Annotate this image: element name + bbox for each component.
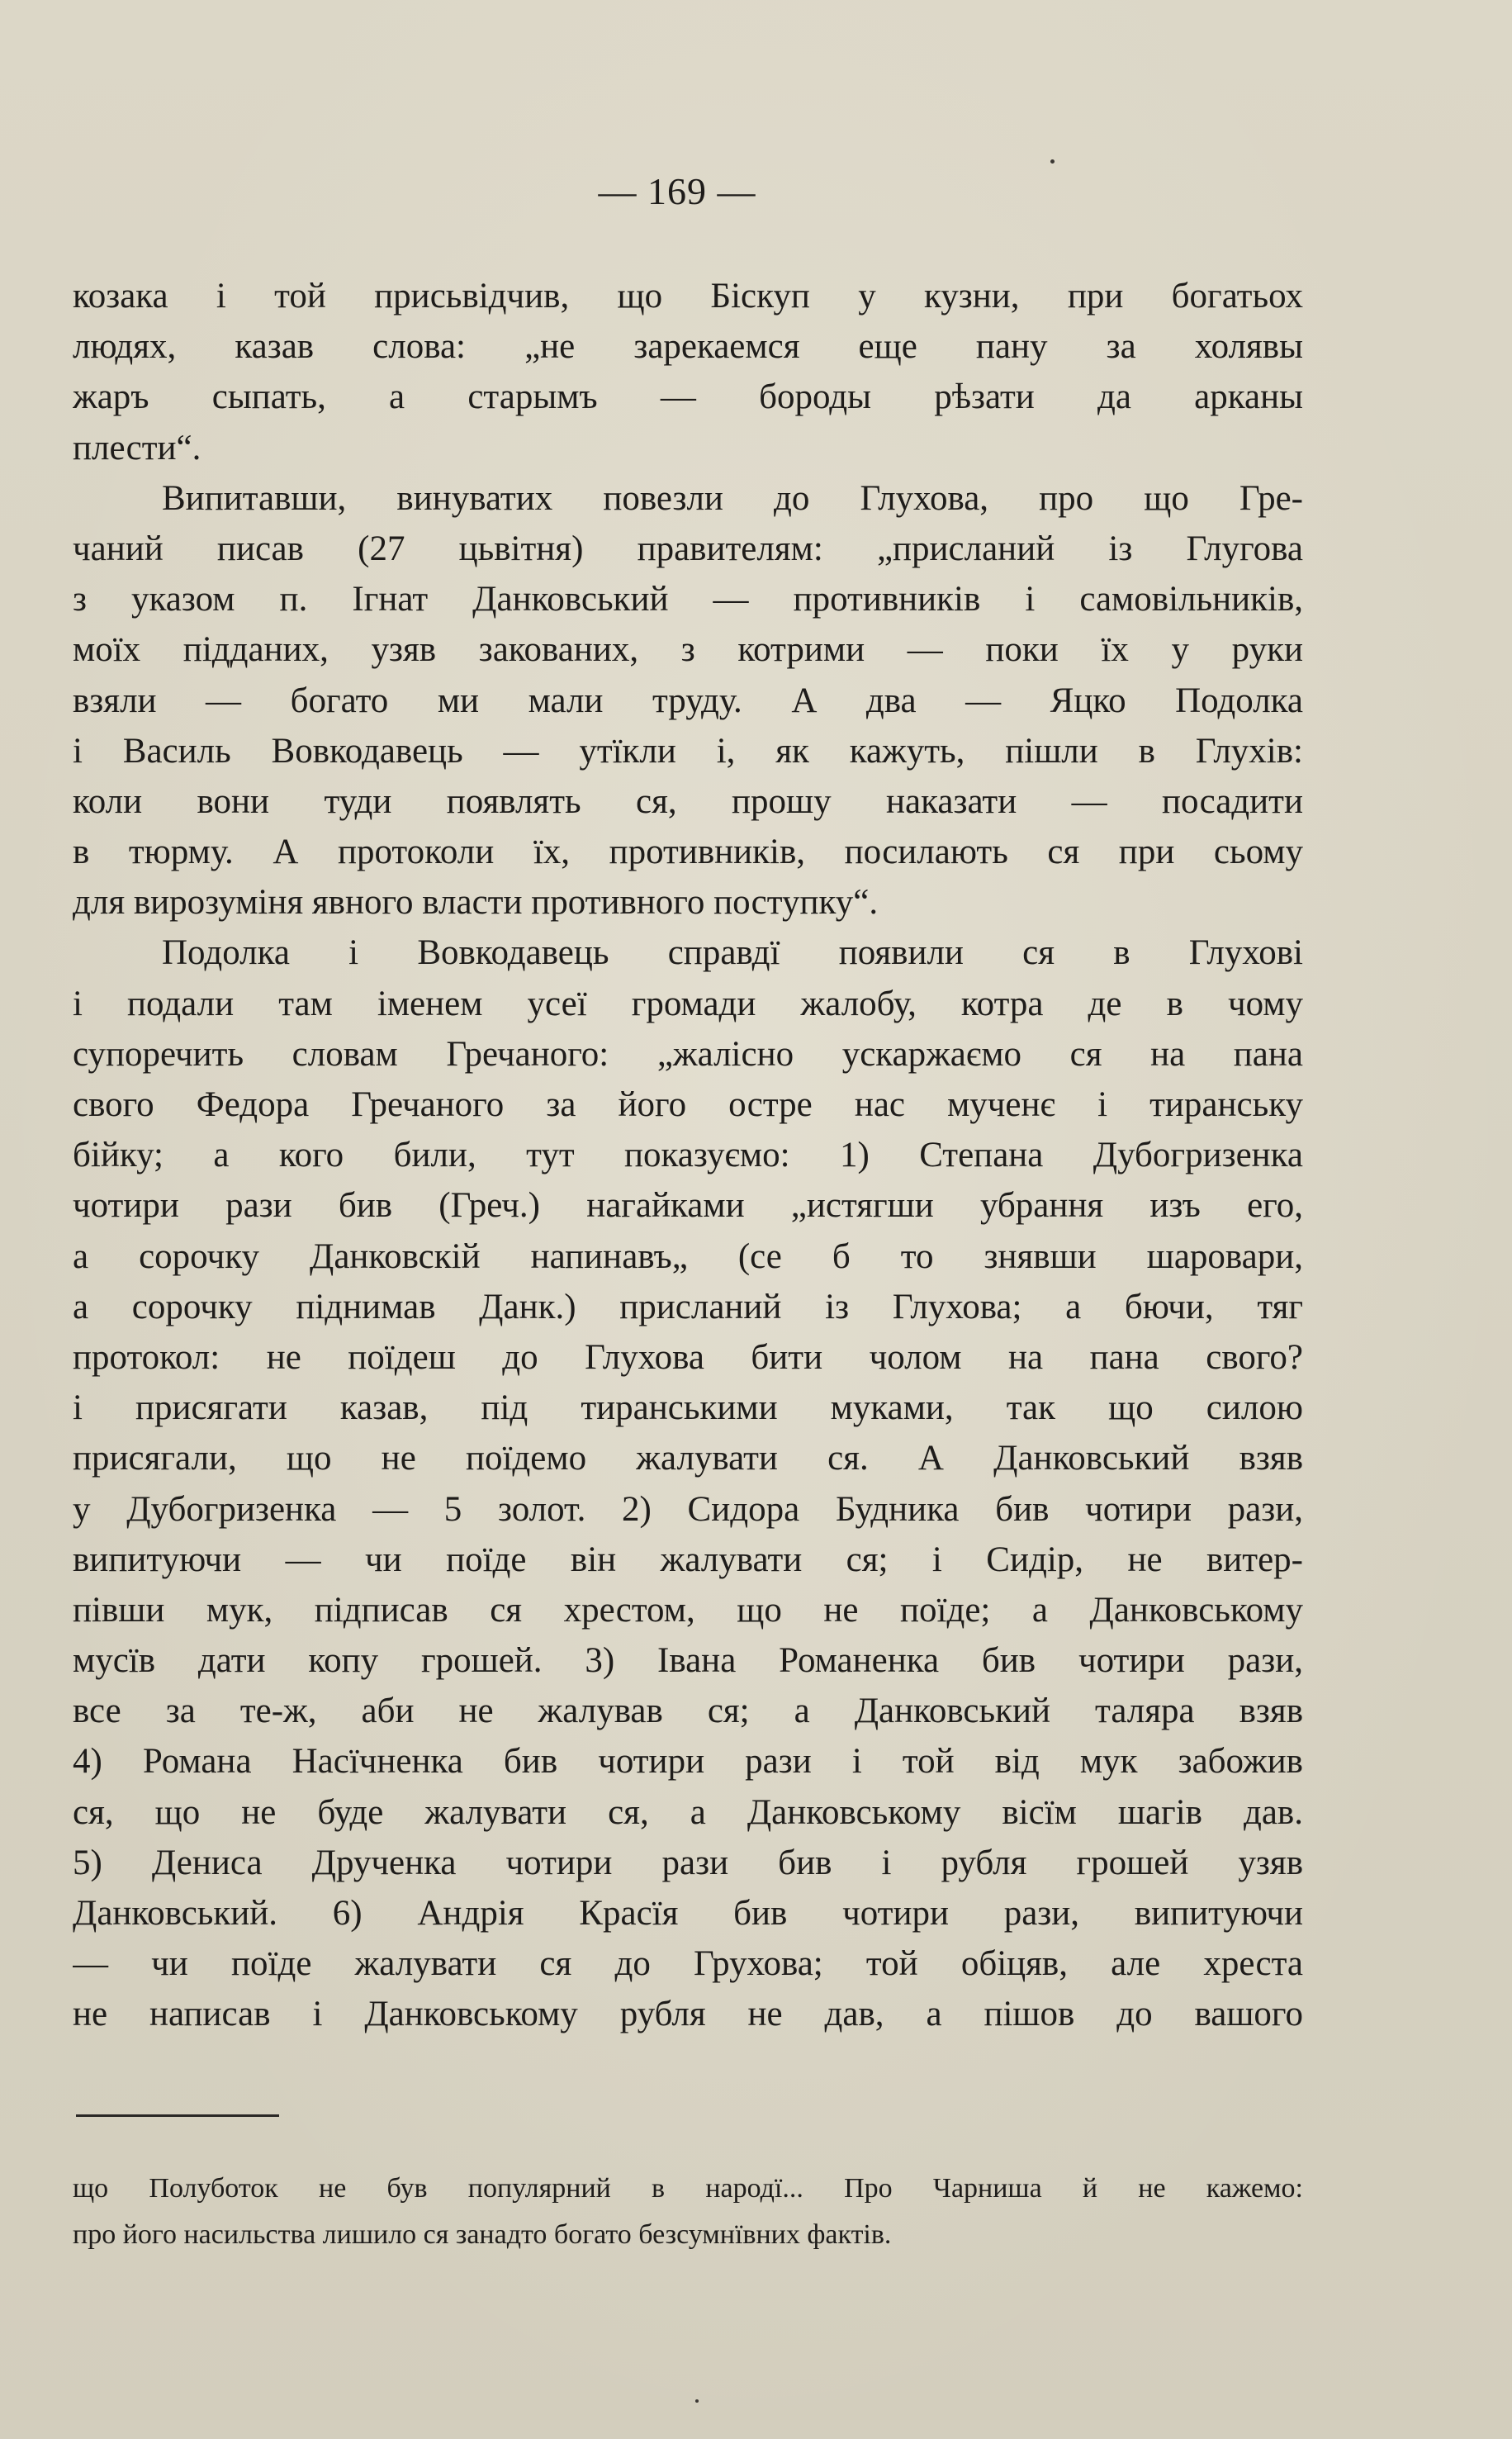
paper-speck [695,2399,699,2403]
text-line: в тюрму. А протоколи їх, противників, посилають ся при сьому [73,833,1303,872]
text-line: чотири рази бив (Греч.) нагайками „истягши убрання изъ его, [73,1186,1303,1226]
text-line: взяли — богато ми мали труду. А два — Яцко Подолка [73,681,1303,720]
text-line: бійку; а кого били, тут показуємо: 1) Степана Дубогризенка [73,1136,1303,1175]
text-line: супоречить словам Гречаного: „жалісно ускаржаємо ся на пана [73,1034,1303,1074]
footnote [73,2166,1303,2258]
page-number: — 169 — [598,170,756,212]
text-line: 5) Дениса Друченка чотири рази бив і рубля грошей узяв [73,1843,1303,1882]
text-line: і присягати казав, під тиранськими муками, так що силою [73,1388,1303,1428]
paragraph-2 [73,473,1303,928]
text-line: мусїв дати копу грошей. 3) Івана Романенка бив чотири рази, [73,1641,1303,1681]
text-line: і подали там іменем усеї громади жалобу, котра де в чому [73,984,1303,1023]
text-line: все за те-ж, аби не жалував ся; а Данковський таляра взяв [73,1692,1303,1731]
text-line: присягали, що не поїдемо жалувати ся. А Данковський взяв [73,1439,1303,1478]
text-line: а сорочку Данковскій напинавъ„ (се б то знявши шаровари, [73,1236,1303,1276]
body-text [73,271,1303,2040]
footnote-separator [76,2114,279,2117]
text-line: випитуючи — чи поїде він жалувати ся; і Сидір, не витер- [73,1540,1303,1579]
footnote-line: про його насильства лишило ся занадто богато безсумнївних фактів. [73,2219,892,2250]
text-line: з указом п. Ігнат Данковський — противників і самовільників, [73,580,1303,619]
text-line: у Дубогризенка — 5 золот. 2) Сидора Будника бив чотири рази, [73,1489,1303,1529]
text-line: не написав і Данковському рубля не дав, а пішов до вашого [73,1995,1303,2034]
text-line: моїх підданих, узяв закованих, з котрими — поки їх у руки [73,630,1303,670]
text-line: коли вони туди появлять ся, прошу наказати — посадити [73,781,1303,821]
paragraph-3 [73,928,1303,2039]
text-line: а сорочку піднимав Данк.) присланий із Глухова; а бючи, тяг [73,1287,1303,1326]
text-line: півши мук, підписав ся хрестом, що не поїде; а Данковському [73,1590,1303,1630]
text-line: протокол: не поїдеш до Глухова бити чолом на пана свого? [73,1337,1303,1377]
text-line: — чи поїде жалувати ся до Грухова; той обіцяв, але хреста [73,1944,1303,1984]
text-line: для вирозуміня явного власти противного поступку“. [73,883,879,923]
text-line: ся, що не буде жалувати ся, а Данковському вісїм шагів дав. [73,1792,1303,1832]
paper-speck [1050,159,1055,164]
text-line: 4) Романа Насїчненка бив чотири рази і той від мук забожив [73,1742,1303,1782]
text-line: свого Федора Гречаного за його остре нас мученє і тиранську [73,1085,1303,1124]
text-line: Випитавши, винуватих повезли до Глухова, про що Гре- [162,478,1303,518]
text-line: козака і той присьвідчив, що Біскуп у кузни, при богатьох [73,277,1303,316]
footnote-line: що Полуботок не був популярний в народї... Про Чарниша й не кажемо: [73,2173,1303,2204]
text-line: Подолка і Вовкодавець справдї появили ся в Глухові [162,933,1303,973]
text-line: чаний писав (27 цьвітня) правителям: „присланий із Глугова [73,529,1303,568]
paragraph-1 [73,271,1303,473]
text-line: плести“. [73,428,201,467]
text-line: людях, казав слова: „не зарекаемся еще пану за холявы [73,327,1303,367]
text-line: Данковський. 6) Андрія Красїя бив чотири рази, випитуючи [73,1894,1303,1933]
text-line: і Василь Вовкодавець — утїкли і, як кажуть, пішли в Глухів: [73,731,1303,771]
text-line: жаръ сыпать, а старымъ — бороды рѣзати да арканы [73,377,1303,417]
